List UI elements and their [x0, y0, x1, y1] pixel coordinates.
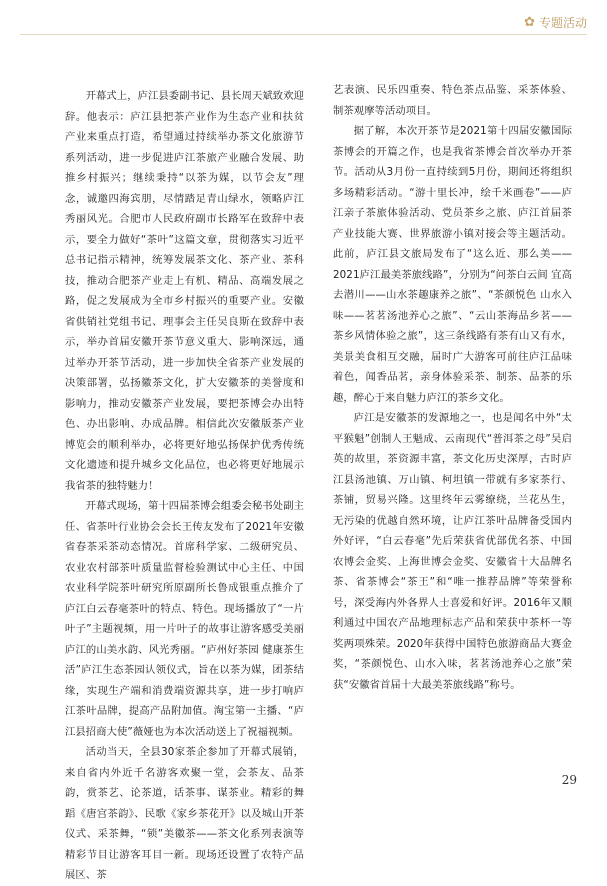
flower-icon: ✿ — [524, 15, 535, 30]
paragraph: 活动当天，全县30家茶企参加了开幕式展销，来自省内外近千名游客欢聚一堂，会茶友、品茶韵，赏茶艺、论茶道，话茶事、谋茶业。精彩的舞蹈《唐宫茶韵》、民歌《家乡茶花开》以及城山开茶仪式、采茶舞，“锁”美徽茶——茶文化系列表演等精彩节目让游客耳目一新。现场还设置了农特产品展区、茶 — [65, 746, 304, 881]
section-title: 专题活动 — [538, 16, 587, 30]
header-divider — [20, 34, 587, 35]
section-header — [524, 14, 587, 31]
paragraph: 据了解，本次开茶节是2021第十四届安徽国际茶博会的开篇之作，也是我省茶博会首次举办开茶节。活动从3月份一直持续到5月份，期间还将组织多场精彩活动。“游十里长冲，绘千米画卷”——庐江亲子茶旅体验活动、党员茶乡之旅、庐江首届茶产业技能大赛、世界旅游小镇对接会等主题活动。此前，庐江县文旅局发布了“这么近、那么美——2021庐江最美茶旅线路”，分别为“问茶白云间 宜高去潜川——山水茶趣康养之旅”、“茶颜悦色 山水入味——茗茗汤池养心之旅”、“云山茶海品乡茗——茶乡风情体验之旅”，这三条线路有茶有山又有水，美景美食相互交融，届时广大游客可前往庐江品味着色，闻香品茗，亲身体验采茶、制茶、品茶的乐趣，醉心于来自魅力庐江的茶乡文化。 — [333, 125, 572, 404]
right-column — [333, 80, 572, 695]
paragraph: 庐江是安徽茶的发源地之一，也是闻名中外“太平猴魁”创制人王魁成、云南现代“普洱茶之母”吴启英的故里，茶资源丰富，茶文化历史深厚，古时庐江县汤池镇、万山镇、柯坦镇一带就有多家茶行、茶铺，贸易兴隆。这里终年云雾缭绕，兰花丛生，无污染的优越自然环境，让庐江茶叶品牌备受国内外好评，“白云春毫”先后荣获省优部优名茶、中国农博会金奖、上海世博会金奖、安徽省十大品牌名茶、省茶博会“茶王”和“唯一推荐品牌”等荣誉称号，深受海内外各界人士喜爱和好评。2016年又顺利通过中国农产品地理标志产品和荣获中茶杯一等奖两项殊荣。2020年获得中国特色旅游商品大赛金奖，“茶颜悦色、山水入味，茗茗汤池养心之旅”荣获“安徽省首届十大最美茶旅线路”称号。 — [333, 412, 572, 691]
paragraph-continued: 艺表演、民乐四重奏、特色茶点品鉴、采茶体验、制茶观摩等活动项目。 — [333, 84, 572, 117]
page-number: 29 — [561, 773, 577, 787]
paragraph: 开幕式现场，第十四届茶博会组委会秘书处副主任、省茶叶行业协会会长王传友发布了2021年安徽省春茶采茶动态情况。首席科学家、二级研究员、农业农村部茶叶质量监督检验测试中心主任、中国农业科学院茶叶研究所原副所长鲁成银重点推介了庐江白云春毫茶叶的特点、特色。现场播放了“一片叶子”主题视频，用一片叶子的故事让游客感受美丽庐江的山美水韵、风光秀丽。“庐州好茶园 健康茶生活”庐江生态茶园认领仪式，旨在以茶为媒，团茶结缘，实现生产端和消费端资源共享，进一步打响庐江茶叶品牌，提高产品附加值。淘宝第一主播、“庐江县招商大使”薇娅也为本次活动送上了祝福视频。 — [65, 500, 304, 738]
left-column — [65, 86, 304, 886]
paragraph: 开幕式上，庐江县委副书记、县长周天斌致欢迎辞。他表示：庐江县把茶产业作为生态产业和扶贫产业来重点打造，希望通过持续举办茶文化旅游节系列活动，进一步促进庐江茶旅产业融合发展、助推乡村振兴；继续秉持“以茶为媒，以节会友”理念，诚邀四海宾朋，尽情踏足青山绿水，领略庐江秀丽风光。合肥市人民政府副市长路军在致辞中表示，要全力做好“茶叶”这篇文章，贯彻落实习近平总书记指示精神，统筹发展茶文化、茶产业、茶科技，推动合肥茶产业走上有机、精品、高端发展之路，促之发展成为全市乡村振兴的重要产业。安徽省供销社党组书记、理事会主任吴良斯在致辞中表示，举办首届安徽开茶节意义重大、影响深远，通过举办开茶节活动，进一步加快全省茶产业发展的决策部署，弘扬徽茶文化，扩大安徽茶的美誉度和影响力，推动安徽茶产业发展，要把茶博会办出特色、办出影响、办成品牌。相信此次安徽版茶产业博览会的顺利举办，必将更好地弘扬保护优秀传统文化遗迹和提升城乡文化品位，也必将更好地展示我省茶的独特魅力！ — [65, 90, 304, 492]
